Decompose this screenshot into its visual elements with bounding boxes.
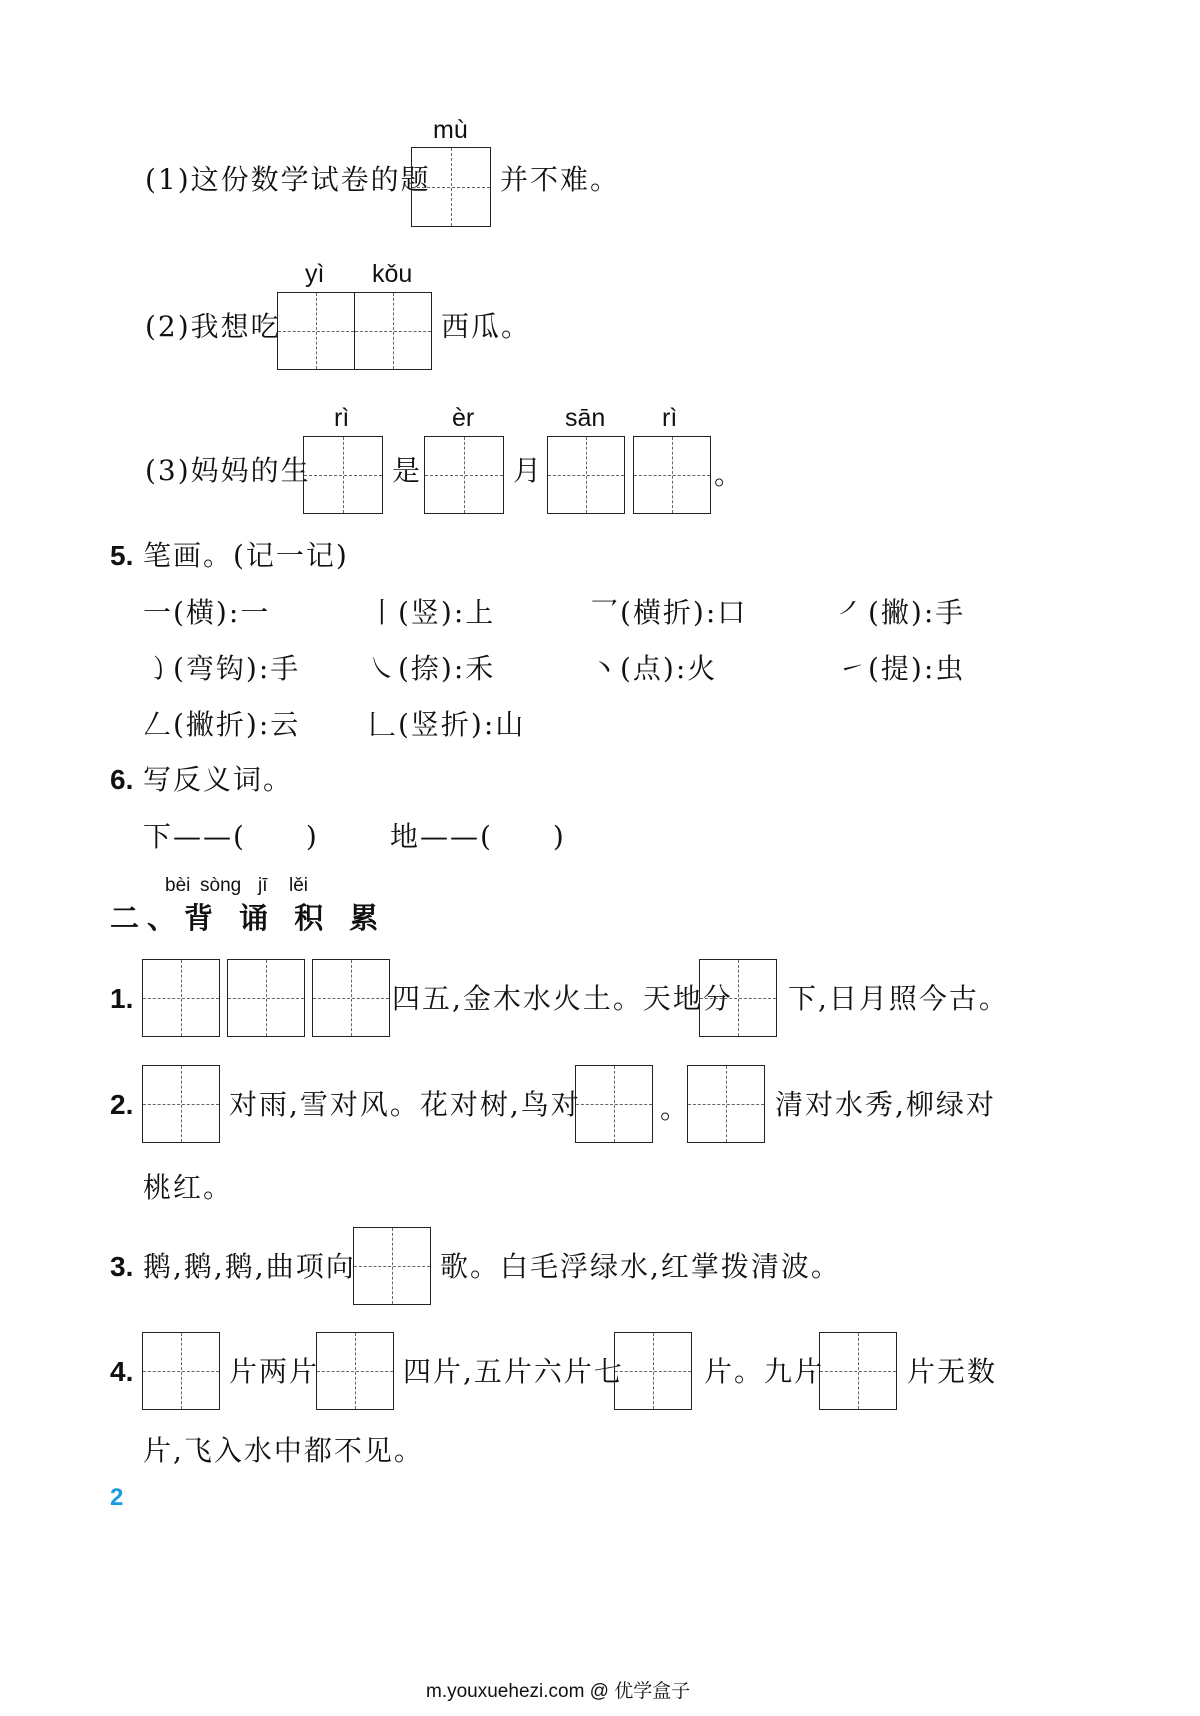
writing-box[interactable] <box>424 436 504 514</box>
recite-2-text4: 桃红。 <box>143 1171 234 1204</box>
stroke-item: ㇀(提):虫 <box>838 652 966 685</box>
antonym-pair[interactable]: 地——( ) <box>390 820 566 853</box>
writing-box[interactable] <box>633 436 711 514</box>
writing-box[interactable] <box>142 1332 220 1410</box>
q4-3-mid2: 月 <box>513 454 544 487</box>
writing-box[interactable] <box>353 1227 431 1305</box>
writing-box[interactable] <box>819 1332 897 1410</box>
writing-box[interactable] <box>354 292 432 370</box>
writing-box[interactable] <box>687 1065 765 1143</box>
q4-1-text: (1)这份数学试卷的题 <box>145 163 431 196</box>
stroke-item: 乛(横折):口 <box>590 596 748 629</box>
writing-box[interactable] <box>312 959 390 1037</box>
recite-1-text1: 四五,金木水火土。天地分 <box>392 982 733 1015</box>
writing-box[interactable] <box>614 1332 692 1410</box>
q4-3-after: 。 <box>714 458 745 491</box>
stroke-item: 丶(点):火 <box>590 652 718 685</box>
recite-2-text2: 。 <box>660 1092 691 1125</box>
writing-box[interactable] <box>303 436 383 514</box>
pinyin-er: èr <box>452 404 475 432</box>
writing-box[interactable] <box>277 292 355 370</box>
pinyin-yi: yì <box>305 260 325 288</box>
writing-box[interactable] <box>699 959 777 1037</box>
recite-2-text1: 对雨,雪对风。花对树,鸟对 <box>229 1088 581 1121</box>
stroke-item: 丨(竖):上 <box>368 596 496 629</box>
stroke-item: ㇁(弯钩):手 <box>143 652 301 685</box>
q4-2-text: (2)我想吃 <box>145 310 281 343</box>
section6-number: 6. <box>110 764 134 795</box>
recite-4-text5: 片,飞入水中都不见。 <box>143 1434 424 1467</box>
writing-box[interactable] <box>411 147 491 227</box>
pinyin-ri: rì <box>662 404 678 432</box>
stroke-item: 𠃊(竖折):山 <box>368 708 526 741</box>
writing-box[interactable] <box>316 1332 394 1410</box>
pinyin-kou: kǒu <box>372 260 413 288</box>
stroke-item: 𠃋(撇折):云 <box>143 708 301 741</box>
heading-pinyin: bèi <box>165 875 191 896</box>
recite-1-number: 1. <box>110 983 134 1014</box>
pinyin-san: sān <box>565 404 606 432</box>
recite-3-text2: 歌。白毛浮绿水,红掌拨清波。 <box>440 1250 841 1283</box>
section5-title: 笔画。(记一记) <box>143 539 349 572</box>
recite-4-text3: 片。九片 <box>704 1355 825 1388</box>
heading-pinyin: lěi <box>289 875 309 896</box>
recite-3-number: 3. <box>110 1251 134 1282</box>
writing-box[interactable] <box>227 959 305 1037</box>
recite-1-text2: 下,日月照今古。 <box>788 982 1009 1015</box>
writing-box[interactable] <box>547 436 625 514</box>
section5-number: 5. <box>110 540 134 571</box>
page-number: 2 <box>110 1484 124 1511</box>
footer-watermark: m.youxuehezi.com @ 优学盒子 <box>426 1681 691 1702</box>
recite-2-text3: 清对水秀,柳绿对 <box>775 1088 996 1121</box>
recite-2-number: 2. <box>110 1089 134 1120</box>
q4-2-after: 西瓜。 <box>441 310 532 343</box>
recite-4-text2: 四片,五片六片七 <box>403 1355 624 1388</box>
part2-heading: 二、背 诵 积 累 <box>110 901 387 935</box>
pinyin-ri: rì <box>334 404 350 432</box>
recite-3-text1: 鹅,鹅,鹅,曲项向 <box>143 1250 356 1283</box>
writing-box[interactable] <box>142 959 220 1037</box>
heading-pinyin: jī <box>258 875 268 896</box>
stroke-item: 一(横):一 <box>143 596 271 629</box>
antonym-pair[interactable]: 下——( ) <box>143 820 319 853</box>
writing-box[interactable] <box>575 1065 653 1143</box>
section6-title: 写反义词。 <box>143 763 294 796</box>
stroke-item: ㇏(捺):禾 <box>368 652 496 685</box>
q4-3-mid1: 是 <box>392 454 423 487</box>
writing-box[interactable] <box>142 1065 220 1143</box>
stroke-item: ㇒(撇):手 <box>838 596 966 629</box>
heading-pinyin: sòng <box>200 875 242 896</box>
q4-3-text: (3)妈妈的生 <box>145 454 311 487</box>
pinyin-mu: mù <box>433 116 468 144</box>
recite-4-text4: 片无数 <box>907 1355 998 1388</box>
recite-4-text1: 片两片 <box>229 1355 320 1388</box>
recite-4-number: 4. <box>110 1356 134 1387</box>
q4-1-after: 并不难。 <box>500 163 621 196</box>
